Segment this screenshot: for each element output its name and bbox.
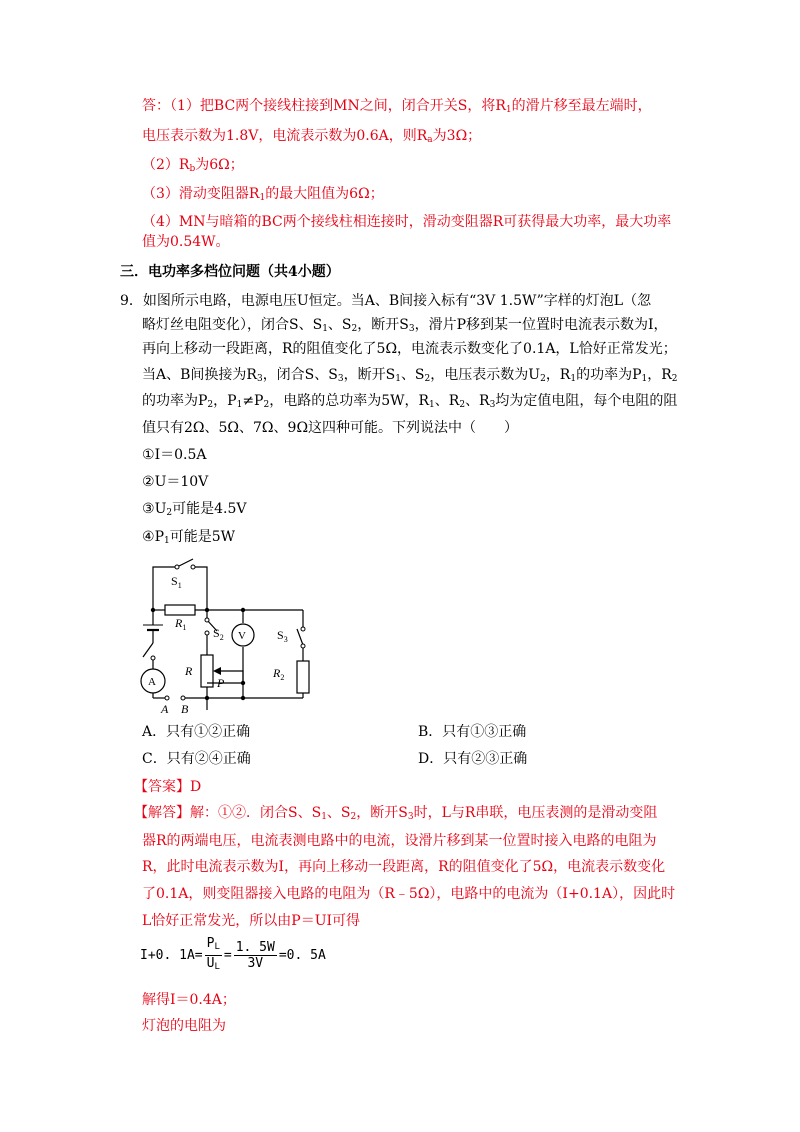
q4-a: 当A、B间换接为R	[142, 367, 257, 383]
statement-3-mark: ③	[142, 501, 155, 517]
option-b[interactable]: B．只有①③正确	[418, 724, 527, 740]
q2-s1: 1	[322, 324, 328, 334]
statement-1-text: I＝0.5A	[154, 447, 207, 463]
statement-1	[142, 445, 206, 465]
label-r: R	[185, 664, 193, 678]
s-contact	[151, 656, 155, 660]
answer-line-1-text: 答：（1）把BC两个接线柱接到MN之间，闭合开关S，将R	[142, 98, 506, 114]
q5-a: 的功率为P	[142, 393, 208, 409]
label-s2: $S_2$	[213, 626, 224, 642]
s1-wire-right	[193, 567, 207, 610]
question-line-5	[142, 391, 677, 415]
q4-s3: 1	[395, 374, 401, 384]
statement-4-rest: 可能是5W	[169, 529, 236, 545]
junction-4	[205, 696, 209, 700]
statement-3-rest: 可能是4.5V	[172, 501, 247, 517]
statement-4	[142, 527, 235, 551]
answer-line-2-sub: a	[427, 135, 433, 145]
q4-s5: 2	[540, 374, 546, 384]
question-line-6: 值只有2Ω、5Ω、7Ω、9Ω这四种可能。下列说法中（ ）	[142, 420, 519, 436]
q4-s1: 3	[256, 374, 263, 384]
statement-4-text: P	[154, 529, 164, 545]
sol1-c: ，断开S	[356, 805, 408, 821]
equation	[140, 936, 326, 976]
question-line-2	[142, 315, 668, 339]
q5-g: 均为定值电阻，每个电阻的阻	[495, 393, 678, 409]
label-r2: $R_2$	[273, 666, 285, 682]
eq-frac-2	[234, 940, 277, 971]
q2-d: ，滑片P移到某一位置时电流表示数为I，	[414, 317, 668, 333]
s1-contact-right	[191, 565, 195, 569]
q5-f: 、R	[465, 393, 490, 409]
answer-line-5: （4）MN与暗箱的BC两个接线柱相连接时，滑动变阻器R可获得最大功率，最大功率	[142, 214, 672, 230]
q2-s2: 2	[351, 324, 358, 334]
eq-mid: =	[223, 948, 232, 963]
s1-contact-left	[175, 565, 179, 569]
q4-b: ，闭合S、S	[262, 367, 338, 383]
q4-f: ，R	[545, 367, 571, 383]
question-line-4	[142, 365, 678, 389]
q4-s7: 1	[641, 374, 648, 384]
q4-d: 、S	[400, 367, 425, 383]
q5-s4: 1	[429, 400, 435, 410]
q5-b: ，P	[213, 393, 237, 409]
junction-3	[241, 608, 245, 612]
statement-4-sub: 1	[163, 536, 170, 546]
terminal-a	[165, 696, 169, 700]
sol1-d: 时，L与R串联，电压表测的是滑动变阻	[413, 805, 658, 821]
answer-line-3-end: 为6Ω；	[195, 157, 244, 173]
eq-den-2: 3V	[247, 956, 264, 971]
section-title: 三．电功率多档位问题（共4小题）	[120, 264, 340, 280]
q5-d: ，电路的总功率为5W，R	[269, 393, 430, 409]
slider-arrow	[213, 667, 221, 675]
answer-line-3	[142, 155, 244, 179]
option-a[interactable]: A．只有①②正确	[142, 724, 251, 740]
solution-line-5: L恰好正常发光，所以由P＝UI可得	[142, 913, 361, 929]
statement-2-text: U＝10V	[154, 474, 209, 490]
answer-line-4-sub: 1	[259, 193, 266, 203]
answer-line-1-sub: 1	[505, 105, 512, 115]
eq-right: =0. 5A	[278, 948, 326, 963]
q2-a: 略灯丝电阻变化），闭合S、S	[142, 317, 323, 333]
junction-6	[241, 696, 245, 700]
eq-num-2: 1. 5W	[235, 940, 275, 955]
answer-line-1-end: 的滑片移至最左端时，	[511, 98, 652, 114]
solution-line-3: R，此时电流表示数为I，再向上移动一段距离，R的阻值变化了5Ω，电流表示数变化	[142, 859, 666, 875]
statement-3-sub: 2	[166, 508, 173, 518]
q4-h: ，R	[647, 367, 672, 383]
solution-line-6: 解得I＝0.4A；	[142, 992, 236, 1008]
answer-line-6: 值为0.54W。	[142, 234, 230, 250]
label-ammeter: A	[148, 676, 156, 688]
label-v: V	[238, 630, 246, 642]
eq-den: $U_L$	[206, 956, 220, 972]
label-r1: $R_1$	[175, 616, 187, 632]
rheostat-r	[201, 655, 213, 687]
q2-s3: 3	[408, 324, 415, 334]
q4-s2: 3	[337, 374, 344, 384]
question-line-1: 9．如图所示电路，电源电压U恒定。当A、B间接入标有“3V 1.5W”字样的灯泡L（忽	[120, 293, 652, 309]
solution-line-2: 器R的两端电压，电流表测电路中的电流，设滑片移到某一位置时接入电路的电阻为	[142, 833, 657, 849]
answer-line-2	[142, 126, 481, 150]
junction-2	[205, 608, 209, 612]
terminal-b	[181, 696, 185, 700]
statement-1-mark: ①	[142, 447, 155, 463]
sol1-s1: 1	[321, 812, 327, 822]
label-terminal-b: B	[181, 702, 189, 716]
solution-line-4: 了0.1A，则变阻器接入电路的电阻为（R﹣5Ω），电路中的电流为（I+0.1A），因此时	[142, 886, 676, 902]
junction-1	[151, 608, 155, 612]
question-line-3: 再向上移动一段距离，R的阻值变化了5Ω，电流表示数变化了0.1A，L恰好正常发光；	[142, 341, 677, 357]
answer-line-3-text: （2）R	[142, 157, 190, 173]
answer-line-4-end: 的最大阻值为6Ω；	[265, 186, 384, 202]
option-c[interactable]: C．只有②④正确	[142, 751, 251, 767]
solution-line-1	[134, 803, 657, 827]
answer-label: 【答案】D	[134, 779, 202, 795]
eq-left: I+0. 1A=	[140, 948, 203, 963]
answer-line-3-sub: b	[189, 164, 196, 174]
answer-line-4	[142, 184, 384, 208]
q4-g: 的功率为P	[576, 367, 642, 383]
resistor-r1	[165, 605, 195, 615]
sol1-a: 【解答】解：①②．闭合S、S	[134, 805, 322, 821]
statement-2-mark: ②	[142, 474, 155, 490]
q5-e: 、R	[434, 393, 460, 409]
sol1-s2: 2	[350, 812, 357, 822]
q4-s4: 2	[424, 374, 431, 384]
label-s3: $S_3$	[277, 628, 288, 644]
q4-s8: 2	[671, 374, 678, 384]
s3-contact-bottom	[301, 644, 305, 648]
q5-s1: 2	[207, 400, 214, 410]
label-s1: $S_1$	[171, 574, 182, 590]
q5-s5: 2	[459, 400, 466, 410]
switch-s1-blade	[179, 559, 193, 566]
q2-c: ，断开S	[357, 317, 409, 333]
sol1-s3: 3	[407, 812, 414, 822]
q4-e: ，电压表示数为U	[430, 367, 541, 383]
s2-contact-bottom	[205, 631, 209, 635]
statement-2	[142, 472, 208, 492]
eq-num: $P_L$	[205, 936, 222, 956]
circuit-diagram	[125, 555, 315, 720]
sol1-b: 、S	[326, 805, 351, 821]
answer-line-2-end: 为3Ω；	[432, 128, 482, 144]
eq-frac-1	[205, 936, 222, 975]
switch-s3-blade	[297, 629, 303, 645]
q4-s6: 1	[570, 374, 577, 384]
answer-line-1	[142, 96, 652, 120]
s2-contact-top	[205, 618, 209, 622]
q5-c: ≠P	[242, 393, 264, 409]
resistor-r2	[297, 661, 309, 693]
junction-5	[241, 681, 245, 685]
statement-4-mark: ④	[142, 529, 155, 545]
solution-line-7: 灯泡的电阻为	[142, 1018, 226, 1034]
s3-contact-top	[301, 627, 305, 631]
statement-3-text: U	[154, 501, 167, 517]
answer-line-4-text: （3）滑动变阻器R	[142, 186, 260, 202]
label-p: P	[217, 676, 225, 690]
answer-line-2-text: 电压表示数为1.8V，电流表示数为0.6A，则R	[142, 128, 428, 144]
q5-s6: 3	[489, 400, 496, 410]
statement-3	[142, 499, 246, 523]
q2-b: 、S	[327, 317, 352, 333]
option-d[interactable]: D．只有②③正确	[418, 751, 528, 767]
q4-c: ，断开S	[343, 367, 396, 383]
q5-s3: 2	[263, 400, 270, 410]
switch-s-blade	[143, 643, 153, 657]
q5-s2: 1	[236, 400, 243, 410]
label-terminal-a: A	[161, 702, 169, 716]
